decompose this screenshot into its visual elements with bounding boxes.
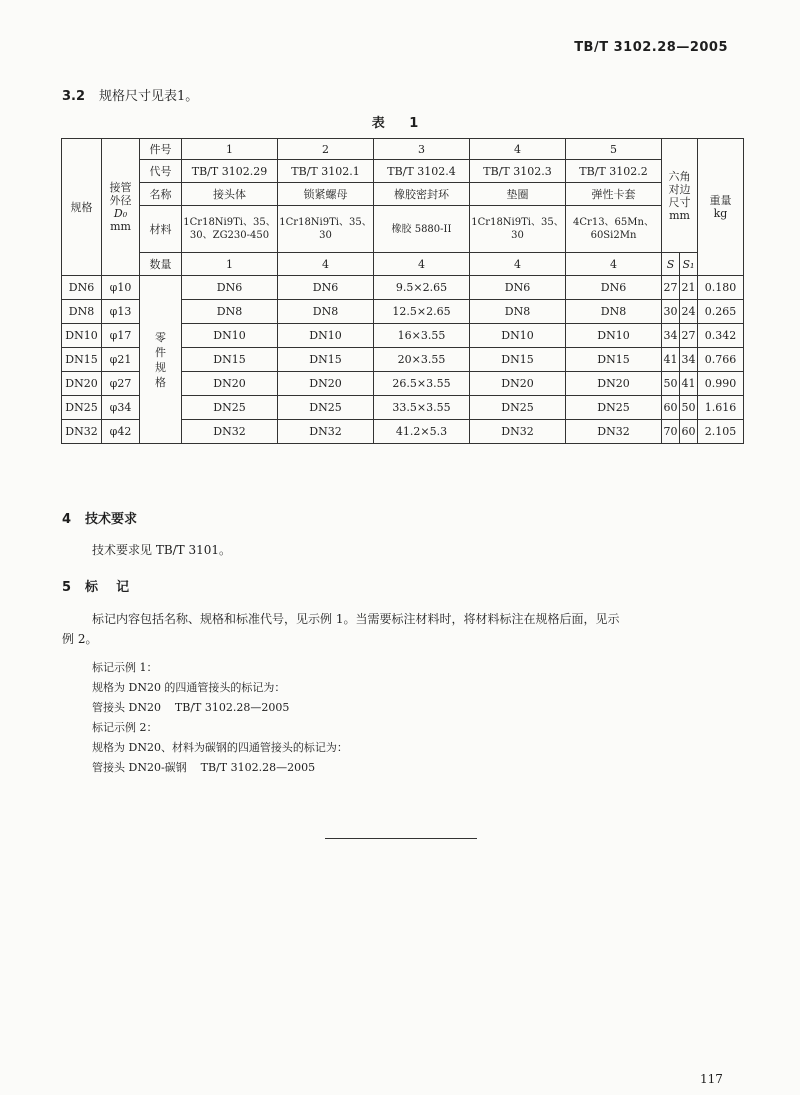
od-cell: φ42 [102,420,140,444]
section-5-para-line2: 例 2。 [62,632,98,646]
s1-cell: 60 [680,420,698,444]
part-material-3: 橡胶 5880-II [374,206,470,253]
od-cell: φ34 [102,396,140,420]
example-2-desc: 规格为 DN20、材料为碳钢的四通管接头的标记为： [92,741,348,754]
col-weight-header [698,139,744,276]
p3-cell: 33.5×3.55 [374,396,470,420]
weight-cell: 0.342 [698,324,744,348]
section-number: 4 [62,512,72,527]
section-4-heading [62,508,137,527]
section-heading: 标 记 [85,580,130,595]
s-cell: 27 [662,276,680,300]
part-no-3: 3 [374,139,470,160]
example-2-mark: 管接头 DN20-碳钢 TB/T 3102.28—2005 [92,761,316,774]
spec-cell: DN25 [62,396,102,420]
part-qty-3: 4 [374,253,470,276]
weight-cell: 0.766 [698,348,744,372]
section-5-para-line1: 标记内容包括名称、规格和标准代号，见示例 1。当需要标注材料时，将材料标注在规格后面，见示 [92,612,620,626]
example-1-desc: 规格为 DN20 的四通管接头的标记为： [92,681,286,694]
part-material-4: 1Cr18Ni9Ti、35、30 [470,206,566,253]
p1-cell: DN25 [182,396,278,420]
p3-cell: 16×3.55 [374,324,470,348]
spec-cell: DN6 [62,276,102,300]
p5-cell: DN25 [566,396,662,420]
p1-cell: DN32 [182,420,278,444]
p4-cell: DN15 [470,348,566,372]
example-1-mark: 管接头 DN20 TB/T 3102.28—2005 [92,701,290,714]
p5-cell: DN6 [566,276,662,300]
part-name-2: 锁紧螺母 [278,183,374,206]
part-name-5: 弹性卡套 [566,183,662,206]
p3-cell: 9.5×2.65 [374,276,470,300]
example-2-title: 标记示例 2： [92,721,158,734]
s-cell: 60 [662,396,680,420]
spec-table [61,138,744,444]
standard-code: TB/T 3102.28—2005 [574,40,728,55]
part-qty-5: 4 [566,253,662,276]
p5-cell: DN15 [566,348,662,372]
part-code-4: TB/T 3102.3 [470,160,566,183]
part-qty-2: 4 [278,253,374,276]
p2-cell: DN25 [278,396,374,420]
p4-cell: DN10 [470,324,566,348]
p4-cell: DN6 [470,276,566,300]
label-name: 名称 [140,183,182,206]
weight-line1: 重量 [709,194,732,207]
part-code-1: TB/T 3102.29 [182,160,278,183]
col-pipe-od-header [102,139,140,276]
part-qty-1: 1 [182,253,278,276]
table-title: 表 1 [371,116,429,131]
part-no-1: 1 [182,139,278,160]
p3-cell: 12.5×2.65 [374,300,470,324]
part-code-5: TB/T 3102.2 [566,160,662,183]
section-4-text: 技术要求见 TB/T 3101。 [92,543,232,557]
hex-line3: 尺寸 [668,195,691,209]
section-5-heading [62,576,129,595]
p4-cell: DN20 [470,372,566,396]
weight-cell: 1.616 [698,396,744,420]
p3-cell: 41.2×5.3 [374,420,470,444]
weight-line2: kg [713,207,728,220]
section-text: 规格尺寸见表1。 [99,89,199,104]
spec-cell: DN8 [62,300,102,324]
label-code: 代号 [140,160,182,183]
label-quantity: 数量 [140,253,182,276]
label-part-no: 件号 [140,139,182,160]
part-material-5: 4Cr13、65Mn、60Si2Mn [566,206,662,253]
pipe-od-line1: 接管 [109,181,132,194]
s1-cell: 50 [680,396,698,420]
s1-cell: 27 [680,324,698,348]
part-name-4: 垫圈 [470,183,566,206]
part-no-2: 2 [278,139,374,160]
spec-cell: DN32 [62,420,102,444]
p2-cell: DN10 [278,324,374,348]
s1-cell: 24 [680,300,698,324]
hex-line1: 六角 [668,169,691,183]
spec-cell: DN15 [62,348,102,372]
col-hex-header [662,139,698,253]
s-cell: 50 [662,372,680,396]
p5-cell: DN20 [566,372,662,396]
hex-line2: 对边 [668,182,691,196]
example-1-title: 标记示例 1： [92,661,158,674]
p2-cell: DN15 [278,348,374,372]
p1-cell: DN10 [182,324,278,348]
part-no-5: 5 [566,139,662,160]
weight-cell: 0.180 [698,276,744,300]
s1-cell: 41 [680,372,698,396]
pipe-od-line4: mm [110,220,131,233]
weight-cell: 0.990 [698,372,744,396]
s-cell: 41 [662,348,680,372]
hex-line4: mm [669,208,690,222]
part-name-1: 接头体 [182,183,278,206]
weight-cell: 2.105 [698,420,744,444]
od-cell: φ27 [102,372,140,396]
p2-cell: DN8 [278,300,374,324]
col-s1-header: S₁ [680,253,698,276]
end-rule [325,838,477,839]
p1-cell: DN15 [182,348,278,372]
col-spec-header: 规格 [62,139,102,276]
p3-cell: 26.5×3.55 [374,372,470,396]
od-cell: φ10 [102,276,140,300]
col-s-header: S [662,253,680,276]
part-name-3: 橡胶密封环 [374,183,470,206]
part-no-4: 4 [470,139,566,160]
table-row [62,276,744,300]
p5-cell: DN10 [566,324,662,348]
p4-cell: DN25 [470,396,566,420]
p5-cell: DN8 [566,300,662,324]
part-material-2: 1Cr18Ni9Ti、35、30 [278,206,374,253]
p2-cell: DN6 [278,276,374,300]
p2-cell: DN20 [278,372,374,396]
part-code-2: TB/T 3102.1 [278,160,374,183]
s1-cell: 21 [680,276,698,300]
page-number: 117 [700,1072,723,1086]
p1-cell: DN20 [182,372,278,396]
part-code-3: TB/T 3102.4 [374,160,470,183]
s-cell: 30 [662,300,680,324]
p1-cell: DN6 [182,276,278,300]
part-spec-label: 零件规格 [140,276,182,444]
s1-cell: 34 [680,348,698,372]
section-number: 3.2 [62,89,86,104]
od-cell: φ21 [102,348,140,372]
section-3-2 [62,85,198,104]
weight-cell: 0.265 [698,300,744,324]
spec-cell: DN10 [62,324,102,348]
spec-cell: DN20 [62,372,102,396]
section-heading: 技术要求 [85,512,138,527]
p3-cell: 20×3.55 [374,348,470,372]
pipe-od-line2: 外径 [109,194,132,207]
p4-cell: DN8 [470,300,566,324]
section-number: 5 [62,580,72,595]
p5-cell: DN32 [566,420,662,444]
label-material: 材料 [140,206,182,253]
s-cell: 70 [662,420,680,444]
od-cell: φ13 [102,300,140,324]
p4-cell: DN32 [470,420,566,444]
part-qty-4: 4 [470,253,566,276]
p1-cell: DN8 [182,300,278,324]
p2-cell: DN32 [278,420,374,444]
od-cell: φ17 [102,324,140,348]
pipe-od-line3: D₀ [113,207,128,220]
s-cell: 34 [662,324,680,348]
part-material-1: 1Cr18Ni9Ti、35、30、ZG230-450 [182,206,278,253]
